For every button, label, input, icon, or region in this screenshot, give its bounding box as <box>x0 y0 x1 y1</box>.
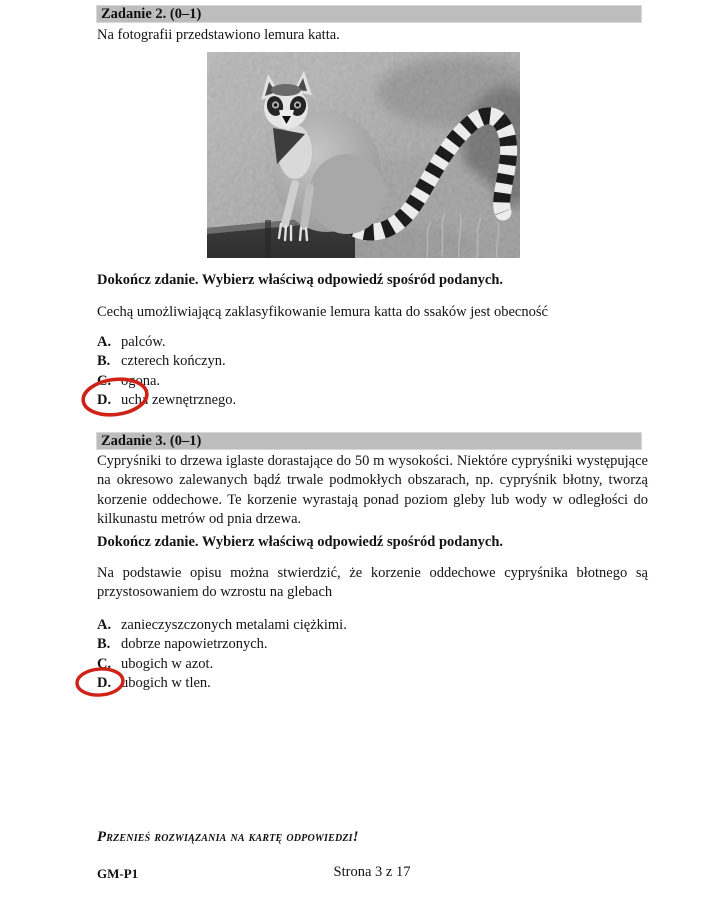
lemur-photo-image <box>207 52 520 258</box>
option-text: zanieczyszczonych metalami ciężkimi. <box>121 617 347 633</box>
task2-prompt: Dokończ zdanie. Wybierz właściwą odpowiedź spośród podanych. <box>97 272 504 288</box>
option-letter: C. <box>97 655 112 672</box>
exam-sheet-code: GM-P1 <box>97 866 139 881</box>
option-text: dobrze napowietrzonych. <box>121 636 268 653</box>
lemur-photo <box>207 52 520 258</box>
task3-options <box>97 616 648 694</box>
task2-option-c <box>97 372 648 391</box>
option-text: ubogich w tlen. <box>121 675 211 692</box>
option-text: palców. <box>121 334 166 350</box>
task2-header-label: Zadanie 2. (0–1) <box>101 6 202 22</box>
option-letter: A. <box>97 334 112 350</box>
task3-intro: Cypryśniki to drzewa iglaste dorastające do 50 m wysokości. Niektóre cypryśniki występujące na okresowo zalewanych bądź trwale podmokłych obszarach, np. cypryśnik błotny, tworzą korzenie oddechowe. Te korzenie wyrastają ponad poziom gleby lub wody w odległości do kilkunastu metrów od pnia drzewa. <box>97 453 648 527</box>
task3-header-bar <box>96 432 642 450</box>
option-letter: A. <box>97 617 112 633</box>
option-letter: D. <box>97 675 112 692</box>
task3-option-a <box>97 616 648 635</box>
option-text: czterech kończyn. <box>121 353 226 370</box>
transfer-answers-instruction: Przenieś rozwiązania na kartę odpowiedzi! <box>97 829 359 845</box>
task3-header-label: Zadanie 3. (0–1) <box>101 433 202 449</box>
task2-header-bar <box>96 5 642 23</box>
option-text: ogona. <box>121 372 161 389</box>
option-letter: B. <box>97 353 111 370</box>
task2-options <box>97 333 648 411</box>
option-text: ubogich w azot. <box>121 655 214 672</box>
task2-option-d <box>97 391 648 410</box>
option-letter: D. <box>97 392 112 409</box>
option-letter: B. <box>97 636 111 653</box>
task2-option-b <box>97 352 648 371</box>
task3-prompt: Dokończ zdanie. Wybierz właściwą odpowiedź spośród podanych. <box>97 534 504 550</box>
task2-stem: Cechą umożliwiającą zaklasyfikowanie lemura katta do ssaków jest obecność <box>97 304 548 320</box>
task3-option-b <box>97 635 648 654</box>
task3-option-d <box>97 674 648 693</box>
task3-stem: Na podstawie opisu można stwierdzić, że korzenie oddechowe cypryśnika błotnego są przystosowaniem do wzrostu na glebach <box>97 565 648 601</box>
task2-option-a <box>97 333 648 352</box>
task2-intro: Na fotografii przedstawiono lemura katta. <box>97 27 340 43</box>
page-number: Strona 3 z 17 <box>333 864 411 880</box>
task3-option-c <box>97 655 648 674</box>
option-text: ucha zewnętrznego. <box>121 392 237 409</box>
option-letter: C. <box>97 372 112 389</box>
